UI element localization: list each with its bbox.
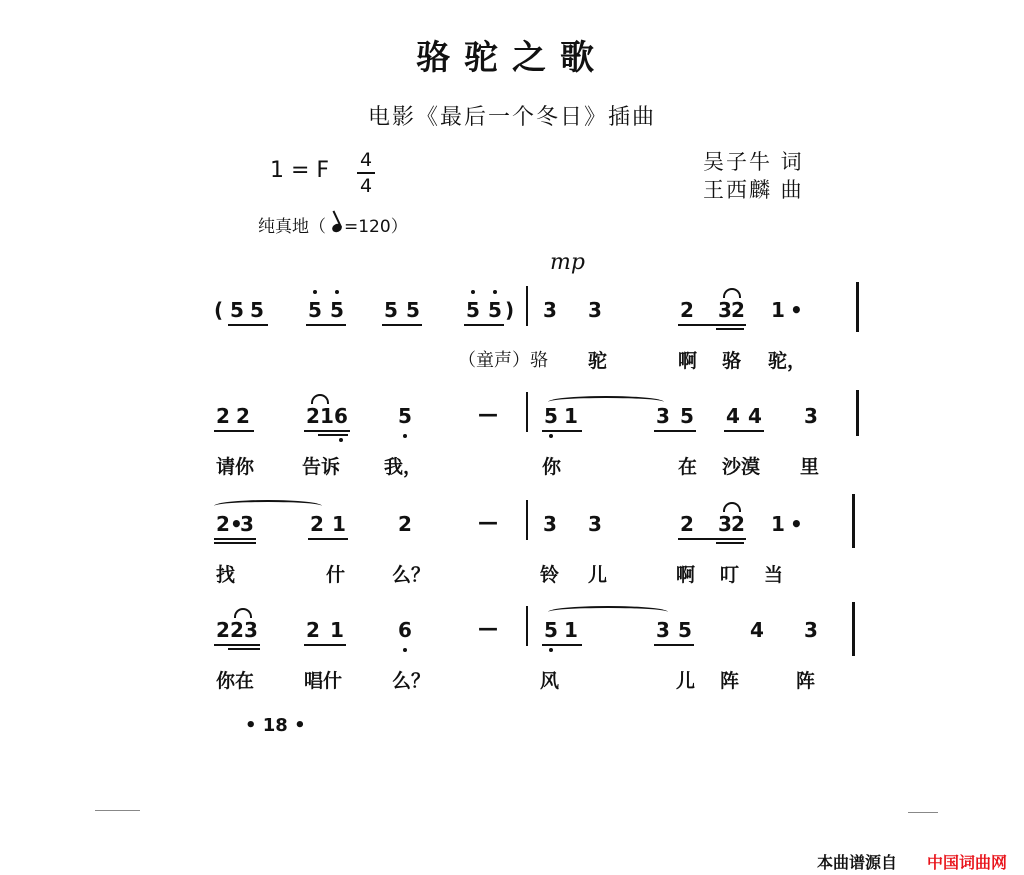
note: 1 <box>771 298 785 322</box>
note: 3 <box>588 512 602 536</box>
lyric: 什 <box>326 564 346 586</box>
lyric: 驼 <box>588 350 608 372</box>
note: 4 <box>750 618 764 642</box>
watermark-source: 本曲谱源自 <box>817 853 898 872</box>
dynamic-marking: mp <box>550 250 585 275</box>
note: 5 <box>384 298 398 322</box>
underline <box>308 538 348 540</box>
note: 4 <box>726 404 740 428</box>
page-number: • 18 • <box>245 715 306 736</box>
bar-line <box>856 282 859 332</box>
underline <box>214 644 260 646</box>
note: 5 <box>680 404 694 428</box>
lyric: 驼， <box>768 350 807 372</box>
underline <box>214 538 256 540</box>
bar-line <box>526 606 528 646</box>
meter-bottom: 4 <box>359 175 373 197</box>
dash: — <box>478 402 498 426</box>
underline <box>716 542 744 544</box>
lyric: 我， <box>384 456 423 478</box>
note: 5 <box>544 404 558 428</box>
lyric: 阵 <box>796 670 816 692</box>
lyric: 啊 <box>678 350 698 372</box>
scan-mark <box>95 810 140 811</box>
note: 5 <box>230 298 244 322</box>
note: 5 <box>406 298 420 322</box>
high-dot <box>471 290 475 294</box>
tempo-marking <box>258 212 408 237</box>
lyric: 骆 <box>722 350 742 372</box>
low-dot <box>549 648 553 652</box>
watermark-site-link[interactable]: 中国词曲网 <box>927 853 1008 872</box>
underline <box>716 328 744 330</box>
underline <box>304 430 350 432</box>
lyric: 儿 <box>676 670 696 692</box>
note: 2 <box>310 512 324 536</box>
note: 3 <box>656 618 670 642</box>
note: ( <box>214 298 224 322</box>
slur-arc <box>723 288 741 298</box>
underline <box>542 430 582 432</box>
lyric: 唱什 <box>304 670 343 692</box>
note: 5 <box>678 618 692 642</box>
note: 3 <box>244 618 258 642</box>
low-dot <box>403 648 407 652</box>
underline <box>228 648 260 650</box>
lyric: 你 <box>542 456 562 478</box>
song-title: 骆驼之歌 <box>416 38 608 78</box>
note: • <box>790 512 803 536</box>
underline <box>214 430 254 432</box>
note: 2 <box>306 618 320 642</box>
song-subtitle: 电影《最后一个冬日》插曲 <box>367 105 656 130</box>
underline <box>228 324 268 326</box>
note: 2 <box>731 512 745 536</box>
note: 3 <box>718 298 732 322</box>
tempo-value: =120） <box>344 217 408 237</box>
note: ) <box>505 298 515 322</box>
lyric: 告诉 <box>302 456 341 478</box>
lyric: 么？ <box>392 670 431 692</box>
quarter-note-icon <box>331 222 343 233</box>
lyric: 叮 <box>720 564 740 586</box>
lyric: 请你 <box>216 456 255 478</box>
bar-line <box>526 286 528 326</box>
note: 2 <box>731 298 745 322</box>
note: 1 <box>564 404 578 428</box>
bar-line <box>526 392 528 432</box>
underline <box>654 644 694 646</box>
underline <box>214 542 256 544</box>
note: 4 <box>748 404 762 428</box>
note: 2 <box>680 298 694 322</box>
note: 3 <box>804 404 818 428</box>
note: 3 <box>656 404 670 428</box>
note: 2 <box>230 618 244 642</box>
lyric: 沙漠 <box>722 456 761 478</box>
note: 3 <box>804 618 818 642</box>
note: 5 <box>488 298 502 322</box>
dash: — <box>478 510 498 534</box>
note: 3 <box>718 512 732 536</box>
note: 6 <box>398 618 412 642</box>
low-dot <box>403 434 407 438</box>
note: 2 <box>306 404 320 428</box>
lyric: 阵 <box>720 670 740 692</box>
note: 2 <box>216 618 230 642</box>
lyric: 风 <box>540 670 560 692</box>
low-dot <box>339 438 343 442</box>
note: 3 <box>240 512 254 536</box>
lyric: 找 <box>216 564 236 586</box>
note: 3 <box>543 512 557 536</box>
note: • <box>230 512 243 536</box>
note: 2 <box>216 512 230 536</box>
underline <box>464 324 504 326</box>
bar-line <box>856 390 859 436</box>
lyric: 铃 <box>540 564 560 586</box>
note: 1 <box>330 618 344 642</box>
high-dot <box>493 290 497 294</box>
meter-top: 4 <box>359 149 373 171</box>
lyric: 啊 <box>676 564 696 586</box>
bar-line <box>852 494 855 548</box>
note: 5 <box>330 298 344 322</box>
composer-credit: 王西麟 曲 <box>703 178 804 202</box>
tie-arc <box>548 606 668 618</box>
underline <box>678 538 746 540</box>
slur-arc <box>723 502 741 512</box>
bar-line <box>526 500 528 540</box>
lyric: 当 <box>764 564 784 586</box>
note: 1 <box>320 404 334 428</box>
note: 6 <box>334 404 348 428</box>
time-signature <box>352 148 380 198</box>
underline <box>542 644 582 646</box>
underline <box>304 644 346 646</box>
note: 5 <box>250 298 264 322</box>
note: 3 <box>588 298 602 322</box>
underline <box>678 324 746 326</box>
note: 3 <box>543 298 557 322</box>
lyric: 么？ <box>392 564 431 586</box>
lyric: （童声）骆 <box>458 350 548 371</box>
slur-arc <box>311 394 329 404</box>
note: 5 <box>466 298 480 322</box>
dash: — <box>478 616 498 640</box>
bar-line <box>852 602 855 656</box>
note: 2 <box>398 512 412 536</box>
tempo-word: 纯真地（ <box>258 217 326 237</box>
underline <box>382 324 422 326</box>
lyric: 里 <box>800 456 820 478</box>
slur-arc <box>234 608 252 618</box>
high-dot <box>313 290 317 294</box>
note: 1 <box>332 512 346 536</box>
note: 5 <box>308 298 322 322</box>
note: • <box>790 298 803 322</box>
low-dot <box>549 434 553 438</box>
note: 5 <box>398 404 412 428</box>
note: 1 <box>564 618 578 642</box>
scan-mark <box>908 812 938 813</box>
high-dot <box>335 290 339 294</box>
note: 2 <box>216 404 230 428</box>
lyric: 你在 <box>216 670 255 692</box>
note: 2 <box>236 404 250 428</box>
key-signature: 1 = F <box>270 158 330 183</box>
lyric: 在 <box>678 456 698 478</box>
note: 5 <box>544 618 558 642</box>
underline <box>318 434 348 436</box>
underline <box>306 324 346 326</box>
underline <box>724 430 764 432</box>
underline <box>654 430 696 432</box>
lyricist-credit: 吴子牛 词 <box>703 150 804 174</box>
lyric: 儿 <box>588 564 608 586</box>
note: 1 <box>771 512 785 536</box>
note: 2 <box>680 512 694 536</box>
tie-arc <box>214 500 322 512</box>
